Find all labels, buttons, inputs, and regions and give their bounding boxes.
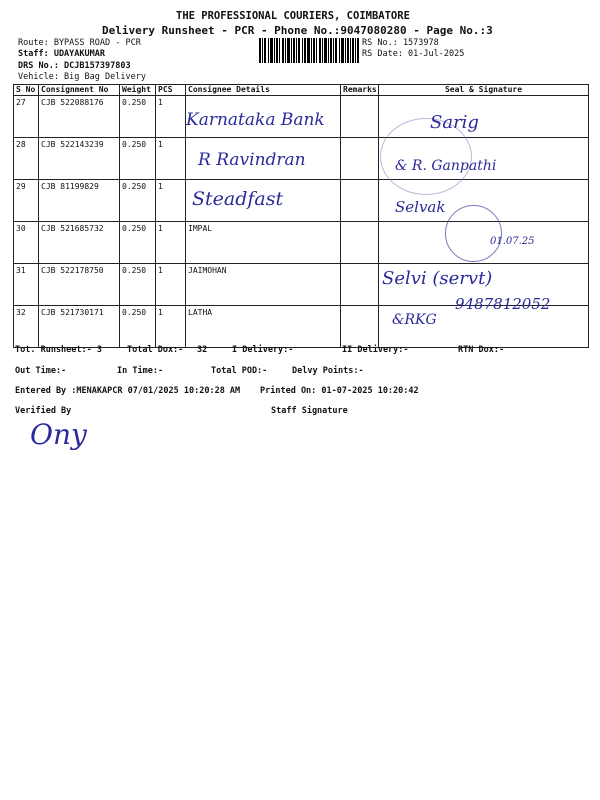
rs-date: RS Date: 01-Jul-2025	[362, 49, 465, 59]
consignee-text: JAIMOHAN	[188, 266, 227, 275]
delvy-points: Delvy Points:-	[292, 366, 364, 376]
cell-pcs: 1	[156, 96, 186, 138]
out-time: Out Time:-	[15, 366, 67, 376]
cell-sno: 28	[14, 138, 39, 180]
col-header-signature: Seal & Signature	[379, 85, 589, 96]
cell-consignment: CJB 521685732	[39, 222, 120, 264]
cell-pcs: 1	[156, 138, 186, 180]
cell-remarks	[341, 180, 379, 222]
stamp-date: 01.07.25	[490, 236, 535, 247]
cell-weight: 0.250	[120, 138, 156, 180]
cell-pcs: 1	[156, 180, 186, 222]
cell-weight: 0.250	[120, 222, 156, 264]
total-dox-label: Total Dox:-	[127, 345, 184, 355]
cell-consignee	[186, 264, 341, 306]
col-header-weight: Weight	[120, 85, 156, 96]
cell-pcs: 1	[156, 264, 186, 306]
cell-sno: 27	[14, 96, 39, 138]
cell-pcs: 1	[156, 222, 186, 264]
cell-sno: 32	[14, 306, 39, 348]
rtn-dox: RTN Dox:-	[458, 345, 505, 355]
cell-consignee	[186, 306, 341, 348]
total-dox-value: 32	[197, 345, 208, 355]
staff-text: Staff: UDAYAKUMAR	[18, 49, 105, 59]
consignee-text: IMPAL	[188, 224, 213, 233]
staff-signature-label: Staff Signature	[271, 406, 348, 416]
signature-4: Selvi (servt)	[382, 268, 493, 289]
table-header-row	[14, 85, 589, 96]
signature-2: & R. Ganpathi	[395, 158, 497, 174]
cell-remarks	[341, 96, 379, 138]
cell-pcs: 1	[156, 306, 186, 348]
printed-on: Printed On: 01-07-2025 10:20:42	[260, 386, 419, 396]
cell-consignment: CJB 81199829	[39, 180, 120, 222]
table-row	[14, 180, 589, 222]
total-pod: Total POD:-	[211, 366, 268, 376]
cell-remarks	[341, 306, 379, 348]
cell-weight: 0.250	[120, 180, 156, 222]
cell-remarks	[341, 138, 379, 180]
cell-consignee	[186, 222, 341, 264]
cell-consignment: CJB 522178750	[39, 264, 120, 306]
consignee-text: LATHA	[188, 308, 213, 317]
company-title: THE PROFESSIONAL COURIERS, COIMBATORE	[176, 10, 410, 22]
verified-signature: Ony	[30, 418, 87, 451]
cell-remarks	[341, 222, 379, 264]
cell-sno: 29	[14, 180, 39, 222]
barcode-image	[259, 38, 359, 63]
handwritten-consignee-1: Karnataka Bank	[186, 110, 325, 130]
cell-consignment: CJB 522088176	[39, 96, 120, 138]
cell-sno: 30	[14, 222, 39, 264]
signature-1: Sarig	[430, 112, 479, 133]
entered-by: Entered By :MENAKAPCR 07/01/2025 10:20:28 AM	[15, 386, 241, 396]
cell-remarks	[341, 264, 379, 306]
handwritten-consignee-2: R Ravindran	[198, 150, 306, 170]
signature-5: &RKG	[392, 312, 437, 328]
cell-consignment: CJB 521730171	[39, 306, 120, 348]
drs-number: DRS No.: DCJB157397803	[18, 61, 131, 71]
in-time: In Time:-	[117, 366, 164, 376]
verified-by-label: Verified By	[15, 406, 72, 416]
runsheet-subtitle: Delivery Runsheet - PCR - Phone No.:9047080280 - Page No.:3	[102, 24, 493, 37]
handwritten-consignee-3: Steadfast	[192, 188, 284, 210]
ii-delivery: II Delivery:-	[342, 345, 409, 355]
col-header-remarks: Remarks	[341, 85, 379, 96]
cell-weight: 0.250	[120, 306, 156, 348]
rs-number: RS No.: 1573978	[362, 38, 439, 48]
cell-weight: 0.250	[120, 96, 156, 138]
cell-consignment: CJB 522143239	[39, 138, 120, 180]
vehicle-text: Vehicle: Big Bag Delivery	[18, 72, 146, 82]
i-delivery: I Delivery:-	[232, 345, 294, 355]
route-text: Route: BYPASS ROAD - PCR	[18, 38, 141, 48]
cell-weight: 0.250	[120, 264, 156, 306]
total-runsheet: Tot. Runsheet:- 3	[15, 345, 102, 355]
col-header-consignee: Consignee Details	[186, 85, 341, 96]
col-header-sno: S No	[14, 85, 39, 96]
col-header-pcs: PCS	[156, 85, 186, 96]
col-header-consignment: Consignment No	[39, 85, 120, 96]
signature-3: Selvak	[395, 198, 446, 216]
cell-sno: 31	[14, 264, 39, 306]
handwritten-phone: 9487812052	[455, 295, 551, 313]
seal-stamp-round	[445, 205, 502, 262]
